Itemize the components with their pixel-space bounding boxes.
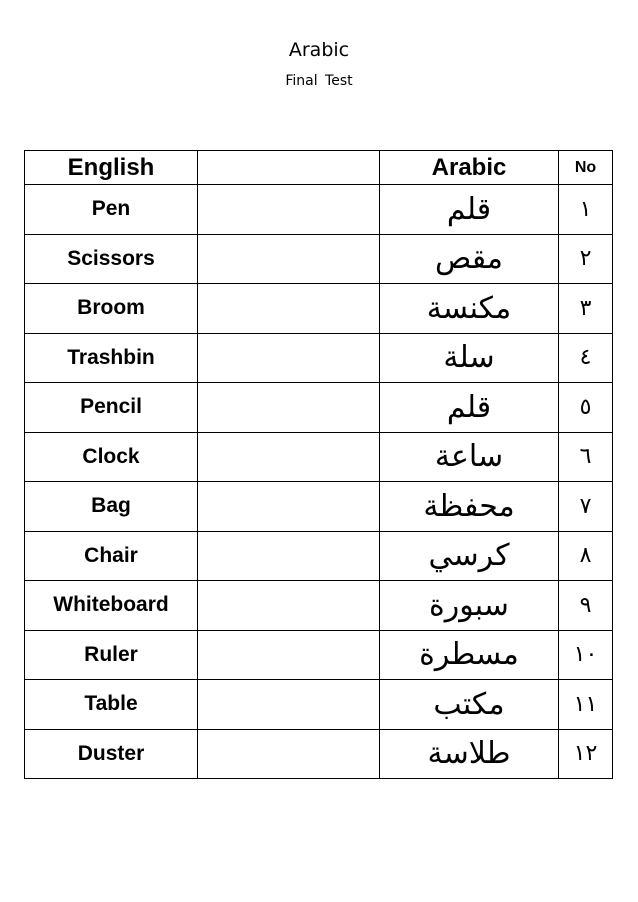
row-number: ٧ (559, 482, 613, 532)
table-row (25, 333, 613, 383)
column-header-arabic: Arabic (380, 151, 559, 185)
arabic-word: مسطرة (380, 630, 559, 680)
table-row (25, 432, 613, 482)
english-word: Whiteboard (25, 581, 198, 631)
column-header-number: No (559, 151, 613, 185)
column-header-blank (198, 151, 380, 185)
arabic-word: مكنسة (380, 284, 559, 334)
row-number: ٤ (559, 333, 613, 383)
arabic-word: مقص (380, 234, 559, 284)
table-row (25, 729, 613, 779)
row-number: ٨ (559, 531, 613, 581)
column-header-english: English (25, 151, 198, 185)
arabic-word: قلم (380, 383, 559, 433)
arabic-word: ساعة (380, 432, 559, 482)
arabic-word: محفظة (380, 482, 559, 532)
table-row (25, 284, 613, 334)
english-word: Broom (25, 284, 198, 334)
blank-answer-cell (198, 383, 380, 433)
table-row (25, 630, 613, 680)
table-row (25, 482, 613, 532)
english-word: Pencil (25, 383, 198, 433)
blank-answer-cell (198, 630, 380, 680)
blank-answer-cell (198, 482, 380, 532)
table-row (25, 531, 613, 581)
arabic-word: طلاسة (380, 729, 559, 779)
blank-answer-cell (198, 432, 380, 482)
arabic-word: مكتب (380, 680, 559, 730)
blank-answer-cell (198, 531, 380, 581)
english-word: Ruler (25, 630, 198, 680)
row-number: ١٠ (559, 630, 613, 680)
arabic-word: سبورة (380, 581, 559, 631)
table-row (25, 234, 613, 284)
table-row (25, 680, 613, 730)
arabic-word: قلم (380, 185, 559, 235)
row-number: ٦ (559, 432, 613, 482)
row-number: ٢ (559, 234, 613, 284)
english-word: Table (25, 680, 198, 730)
english-word: Duster (25, 729, 198, 779)
english-word: Chair (25, 531, 198, 581)
vocabulary-table (24, 150, 613, 779)
page-subtitle: Final Test (285, 73, 353, 89)
english-word: Scissors (25, 234, 198, 284)
page-title: Arabic (288, 39, 350, 61)
arabic-word: كرسي (380, 531, 559, 581)
row-number: ٣ (559, 284, 613, 334)
english-word: Clock (25, 432, 198, 482)
arabic-word: سلة (380, 333, 559, 383)
table-row (25, 185, 613, 235)
row-number: ٥ (559, 383, 613, 433)
english-word: Trashbin (25, 333, 198, 383)
blank-answer-cell (198, 284, 380, 334)
table-row (25, 383, 613, 433)
table-row (25, 581, 613, 631)
blank-answer-cell (198, 581, 380, 631)
english-word: Pen (25, 185, 198, 235)
blank-answer-cell (198, 680, 380, 730)
english-word: Bag (25, 482, 198, 532)
blank-answer-cell (198, 333, 380, 383)
table-header-row (25, 151, 613, 185)
row-number: ١٢ (559, 729, 613, 779)
blank-answer-cell (198, 729, 380, 779)
blank-answer-cell (198, 185, 380, 235)
blank-answer-cell (198, 234, 380, 284)
row-number: ٩ (559, 581, 613, 631)
row-number: ١١ (559, 680, 613, 730)
row-number: ١ (559, 185, 613, 235)
